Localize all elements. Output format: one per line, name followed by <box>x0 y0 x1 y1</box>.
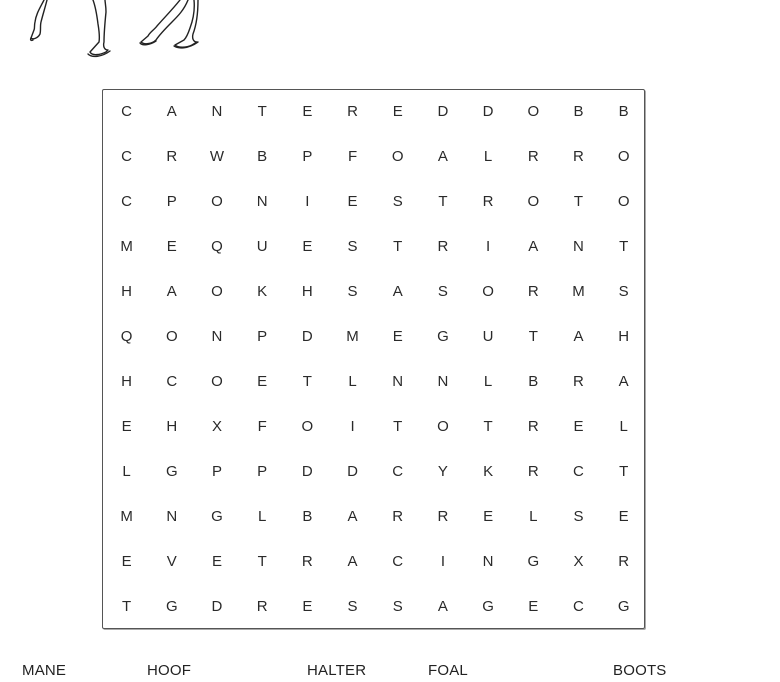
grid-letter[interactable]: O <box>617 148 630 165</box>
word-list-item: BOOTS <box>613 662 667 679</box>
grid-letter[interactable]: E <box>618 508 629 525</box>
grid-letter[interactable]: R <box>392 508 404 525</box>
word-list-item: MANE <box>22 662 67 679</box>
grid-letter[interactable]: E <box>483 508 494 525</box>
grid-letter[interactable]: R <box>437 508 449 525</box>
grid-letter[interactable]: P <box>211 463 222 480</box>
word-list-item: HOOF <box>147 662 192 679</box>
grid-letter[interactable]: G <box>165 463 178 480</box>
grid-letter[interactable]: S <box>437 283 448 300</box>
grid-letter[interactable]: B <box>573 103 584 120</box>
grid-letter[interactable]: N <box>211 328 223 345</box>
grid-letter[interactable]: C <box>573 463 584 480</box>
grid-letter[interactable]: B <box>528 373 539 390</box>
grid-letter[interactable]: O <box>301 418 314 435</box>
grid-letter[interactable]: X <box>573 553 584 570</box>
grid-letter[interactable]: R <box>437 238 449 255</box>
grid-letter[interactable]: K <box>483 463 494 480</box>
grid-letter[interactable]: E <box>302 103 313 120</box>
grid-letter[interactable]: V <box>166 553 177 570</box>
grid-letter[interactable]: R <box>527 283 539 300</box>
grid-letter[interactable]: A <box>347 553 358 570</box>
grid-letter[interactable]: Q <box>120 328 133 345</box>
grid-letter[interactable]: I <box>305 193 310 210</box>
grid-letter[interactable]: E <box>121 418 132 435</box>
grid-letter[interactable]: E <box>121 553 132 570</box>
grid-letter[interactable]: E <box>392 328 403 345</box>
grid-letter[interactable]: E <box>257 373 268 390</box>
grid-letter[interactable]: L <box>348 373 357 390</box>
grid-letter[interactable]: E <box>166 238 177 255</box>
grid-letter[interactable]: D <box>347 463 358 480</box>
grid-letter[interactable]: A <box>166 283 177 300</box>
grid-letter[interactable]: E <box>392 103 403 120</box>
grid-letter[interactable]: A <box>437 148 448 165</box>
grid-letter[interactable]: A <box>618 373 629 390</box>
grid-letter[interactable]: S <box>347 283 358 300</box>
grid-letter[interactable]: B <box>257 148 268 165</box>
grid-letter[interactable]: K <box>257 283 268 300</box>
grid-letter[interactable]: M <box>120 508 133 525</box>
word-list-item: FOAL <box>428 662 468 679</box>
grid-letter[interactable]: R <box>527 463 539 480</box>
grid-letter[interactable]: O <box>482 283 494 300</box>
grid-letter[interactable]: S <box>573 508 584 525</box>
grid-letter[interactable]: N <box>573 238 584 255</box>
grid-letter[interactable]: O <box>437 418 449 435</box>
grid-letter[interactable]: B <box>302 508 313 525</box>
grid-letter[interactable]: L <box>619 418 628 435</box>
grid-letter[interactable]: O <box>527 103 540 120</box>
grid-letter[interactable]: P <box>302 148 313 165</box>
grid-letter[interactable]: U <box>482 328 494 345</box>
grid-letter[interactable]: C <box>121 103 133 120</box>
grid-letter[interactable]: R <box>573 148 584 165</box>
grid-letter[interactable]: C <box>166 373 178 390</box>
grid-letter[interactable]: L <box>483 148 493 165</box>
grid-letter[interactable]: R <box>527 418 539 435</box>
grid-letter[interactable]: T <box>483 418 493 435</box>
grid-letter[interactable]: F <box>347 148 358 165</box>
grid-letter[interactable]: E <box>347 193 358 210</box>
grid-letter[interactable]: S <box>392 598 403 615</box>
grid-letter[interactable]: T <box>393 238 403 255</box>
grid-letter[interactable]: A <box>392 283 403 300</box>
grid-letter[interactable]: D <box>301 463 313 480</box>
grid-letter[interactable]: R <box>527 148 539 165</box>
grid-letter[interactable]: M <box>572 283 585 300</box>
grid-letter[interactable]: O <box>617 193 630 210</box>
word-list <box>0 662 780 682</box>
grid-letter[interactable]: R <box>482 193 494 210</box>
grid-letter[interactable]: L <box>529 508 538 525</box>
grid-letter[interactable]: G <box>617 598 630 615</box>
word-search-grid <box>103 89 646 629</box>
grid-letter[interactable]: M <box>346 328 359 345</box>
grid-letter[interactable]: Q <box>211 238 223 255</box>
grid-letter[interactable]: N <box>437 373 449 390</box>
grid-letter[interactable]: I <box>486 238 491 255</box>
grid-letter[interactable]: O <box>211 373 223 390</box>
grid-letter[interactable]: T <box>122 598 132 615</box>
grid-letter[interactable]: M <box>120 238 133 255</box>
grid-letter[interactable]: R <box>618 553 630 570</box>
grid-letter[interactable]: H <box>166 418 178 435</box>
grid-letter[interactable]: O <box>165 328 178 345</box>
grid-letter[interactable]: P <box>257 463 268 480</box>
grid-letter[interactable]: T <box>619 238 629 255</box>
grid-letter[interactable]: T <box>393 418 403 435</box>
grid-letter[interactable]: L <box>122 463 131 480</box>
grid-letter[interactable]: T <box>257 103 267 120</box>
grid-letter[interactable]: A <box>166 103 177 120</box>
grid-letter[interactable]: B <box>618 103 629 120</box>
grid-letter[interactable]: P <box>166 193 177 210</box>
grid-letter[interactable]: L <box>257 508 267 525</box>
grid-letter[interactable]: T <box>528 328 538 345</box>
grid-letter[interactable]: S <box>618 283 629 300</box>
grid-letter[interactable]: R <box>301 553 313 570</box>
grid-letter[interactable]: R <box>256 598 268 615</box>
grid-letter[interactable]: E <box>211 553 222 570</box>
grid-letter[interactable]: T <box>619 463 629 480</box>
grid-letter[interactable]: A <box>573 328 584 345</box>
grid-letter[interactable]: G <box>482 598 494 615</box>
grid-letter[interactable]: P <box>257 328 268 345</box>
grid-letter[interactable]: G <box>165 598 178 615</box>
grid-letter[interactable]: T <box>302 373 312 390</box>
grid-letter[interactable]: D <box>301 328 313 345</box>
grid-letter[interactable]: D <box>482 103 494 120</box>
grid-letter[interactable]: E <box>573 418 584 435</box>
grid-letter[interactable]: N <box>392 373 404 390</box>
grid-letter[interactable]: N <box>211 103 223 120</box>
grid-letter[interactable]: U <box>256 238 268 255</box>
grid-letter[interactable]: E <box>302 238 313 255</box>
grid-letter[interactable]: S <box>347 238 358 255</box>
grid-letter[interactable]: C <box>392 463 404 480</box>
grid-letter[interactable]: T <box>438 193 448 210</box>
grid-letter[interactable]: O <box>527 193 540 210</box>
grid-letter[interactable]: R <box>573 373 584 390</box>
grid-letter[interactable]: H <box>121 283 133 300</box>
grid-letter[interactable]: F <box>257 418 267 435</box>
grid-letter[interactable]: N <box>166 508 178 525</box>
grid-letter[interactable]: T <box>573 193 584 210</box>
grid-letter[interactable]: A <box>437 598 448 615</box>
grid-letter[interactable]: D <box>437 103 449 120</box>
grid-letter[interactable]: G <box>527 553 540 570</box>
grid-letter[interactable]: N <box>256 193 268 210</box>
grid-letter[interactable]: N <box>482 553 494 570</box>
grid-letter[interactable]: O <box>391 148 404 165</box>
grid-letter[interactable]: I <box>350 418 355 435</box>
grid-letter[interactable]: T <box>257 553 267 570</box>
grid-letter[interactable]: R <box>166 148 178 165</box>
grid-letter[interactable]: O <box>211 283 223 300</box>
word-list-item: HALTER <box>307 662 367 679</box>
grid-letter[interactable]: C <box>121 193 133 210</box>
grid-letter[interactable]: S <box>347 598 358 615</box>
grid-letter[interactable]: C <box>392 553 404 570</box>
grid-letter[interactable]: E <box>302 598 313 615</box>
horse-legs-illustration <box>0 0 260 70</box>
grid-letter[interactable]: H <box>121 373 133 390</box>
grid-letter[interactable]: W <box>209 148 225 165</box>
grid-letter[interactable]: C <box>573 598 584 615</box>
grid-letter[interactable]: A <box>347 508 358 525</box>
grid-letter[interactable]: O <box>211 193 223 210</box>
grid-letter[interactable]: G <box>211 508 223 525</box>
grid-letter[interactable]: I <box>440 553 445 570</box>
grid-letter[interactable]: A <box>528 238 539 255</box>
grid-letter[interactable]: E <box>528 598 539 615</box>
grid-letter[interactable]: L <box>483 373 493 390</box>
grid-letter[interactable]: D <box>211 598 223 615</box>
grid-letter[interactable]: H <box>618 328 630 345</box>
grid-letter[interactable]: G <box>437 328 449 345</box>
grid-letter[interactable]: C <box>121 148 133 165</box>
grid-letter[interactable]: Y <box>437 463 448 480</box>
grid-letter[interactable]: R <box>347 103 358 120</box>
grid-letter[interactable]: H <box>301 283 313 300</box>
grid-letter[interactable]: X <box>211 418 222 435</box>
grid-letter[interactable]: S <box>392 193 403 210</box>
